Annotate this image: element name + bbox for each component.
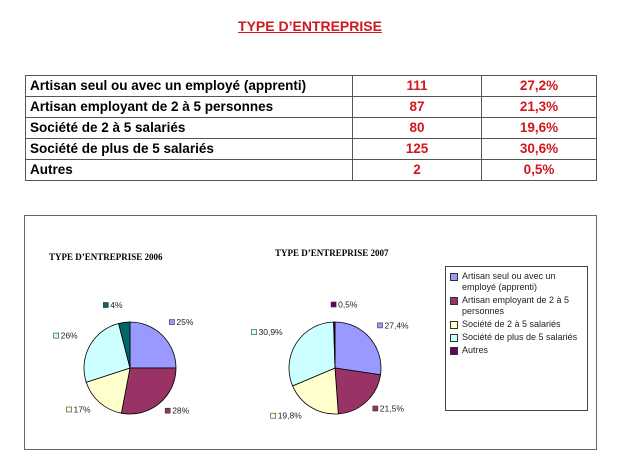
legend-item	[450, 319, 583, 330]
data-label-marker	[54, 333, 59, 338]
row-percent: 30,6%	[482, 139, 597, 160]
data-label-marker	[252, 330, 257, 335]
legend-label: Artisan employant de 2 à 5 personnes	[462, 295, 570, 316]
row-count: 125	[353, 139, 482, 160]
data-label: 19,8%	[277, 410, 302, 421]
data-label-marker	[67, 407, 72, 412]
legend-item	[450, 295, 583, 317]
page-title: TYPE D’ENTREPRISE	[238, 18, 382, 34]
legend-item	[450, 271, 583, 293]
row-count: 2	[353, 160, 482, 181]
data-label: 28%	[172, 405, 190, 416]
table-row	[26, 160, 597, 181]
data-label-marker	[373, 406, 378, 411]
pie-slice	[121, 368, 176, 414]
legend-item	[450, 332, 583, 343]
legend-swatch	[450, 334, 458, 342]
pie-slice	[335, 322, 381, 375]
pie-slice	[130, 322, 176, 368]
data-label: 4%	[110, 300, 123, 310]
data-label: 27,4%	[384, 320, 409, 331]
row-percent: 27,2%	[482, 76, 597, 97]
data-label: 17%	[73, 404, 91, 415]
legend-item	[450, 345, 583, 356]
legend-label: Société de plus de 5 salariés	[462, 332, 578, 342]
legend-swatch	[450, 347, 458, 355]
data-label: 25%	[176, 317, 194, 328]
data-label: 30,9%	[258, 327, 283, 338]
data-label-marker	[271, 413, 276, 418]
chart-legend	[445, 266, 588, 411]
data-table	[25, 75, 597, 181]
row-count: 87	[353, 97, 482, 118]
data-label: 26%	[60, 330, 78, 341]
legend-swatch	[450, 273, 458, 281]
legend-label: Artisan seul ou avec un employé (apprenti)	[462, 271, 556, 292]
table-row	[26, 97, 597, 118]
legend-swatch	[450, 297, 458, 305]
data-label: 21,5%	[379, 403, 404, 414]
table-row	[26, 118, 597, 139]
row-percent: 21,3%	[482, 97, 597, 118]
table-row	[26, 76, 597, 97]
row-count: 111	[353, 76, 482, 97]
pie-title-2006: TYPE D’ENTREPRISE 2006	[49, 252, 163, 262]
row-label: Société de 2 à 5 salariés	[26, 118, 353, 139]
data-label-marker	[165, 408, 170, 413]
data-label-marker	[169, 320, 174, 325]
row-label: Société de plus de 5 salariés	[26, 139, 353, 160]
row-label: Artisan seul ou avec un employé (apprenti)	[26, 76, 353, 97]
row-count: 80	[353, 118, 482, 139]
row-percent: 19,6%	[482, 118, 597, 139]
data-label: 0,5%	[338, 299, 358, 310]
legend-label: Autres	[462, 345, 489, 355]
legend-swatch	[450, 321, 458, 329]
chart-panel	[24, 215, 597, 450]
pie-title-2007: TYPE D’ENTREPRISE 2007	[275, 248, 389, 258]
row-label: Artisan employant de 2 à 5 personnes	[26, 97, 353, 118]
data-label-marker	[103, 303, 108, 308]
data-label-marker	[378, 323, 383, 328]
row-label: Autres	[26, 160, 353, 181]
row-percent: 0,5%	[482, 160, 597, 181]
legend-label: Société de 2 à 5 salariés	[462, 319, 561, 329]
table-row	[26, 139, 597, 160]
data-label-marker	[331, 302, 336, 307]
